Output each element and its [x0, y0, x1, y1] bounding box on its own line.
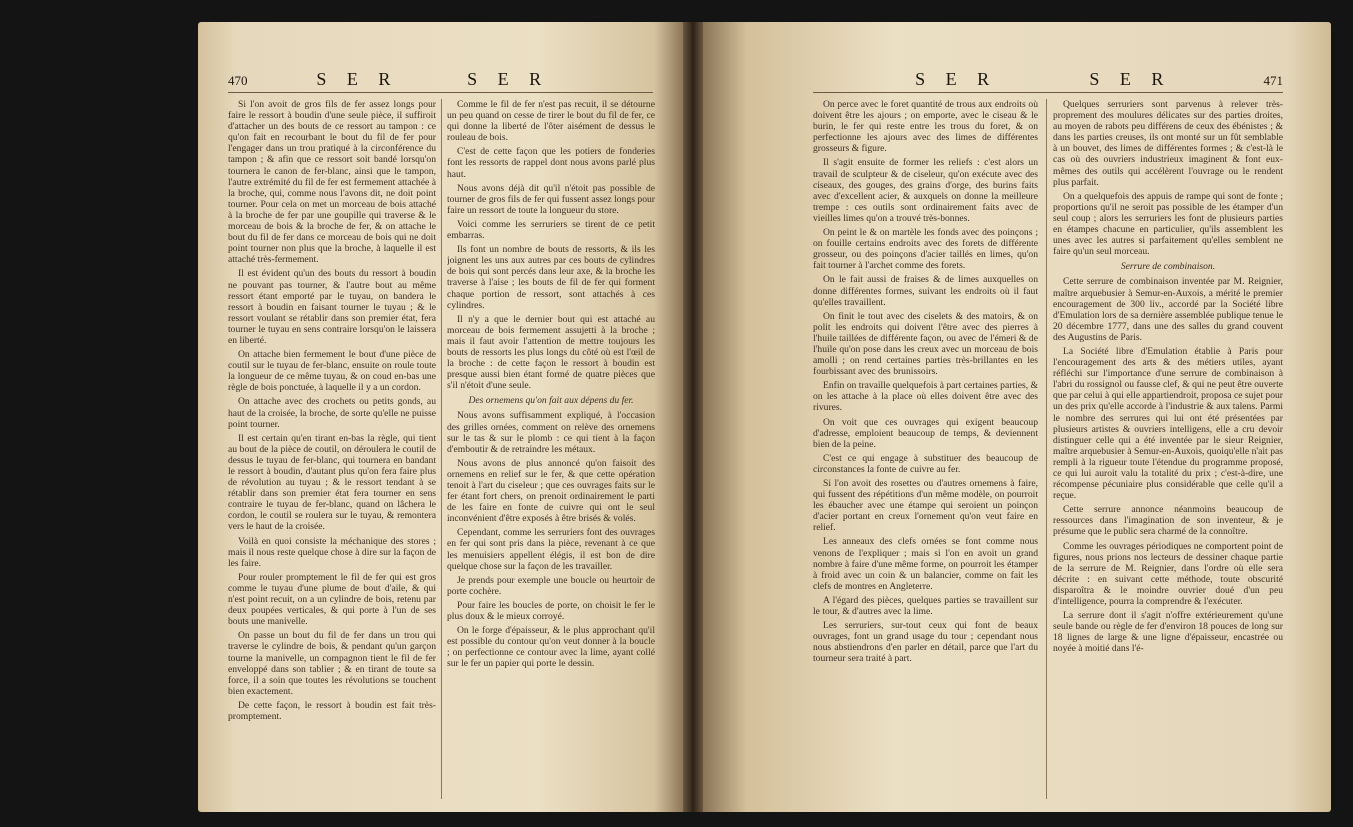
paragraph: C'est de cette façon que les potiers de fonderies font les ressorts de rappel dont nous avons parlé plus haut.	[447, 146, 655, 180]
paragraph: Quelques serruriers sont parvenus à relever très-proprement des moulures délicates sur des parties droites, au moyen de rabots peu différens de ceux des ébénistes ; & dans les parties creuses, ils ont monté sur un fût semblable à un bouvet, des limes de différentes formes ; & c'est-là le cas où des ouvriers industrieux imaginent & font eux-mêmes des outils qui accélèrent l'ouvrage ou le rendent plus parfait.	[1053, 99, 1283, 188]
left-head-rule	[228, 92, 653, 93]
book-gutter	[683, 22, 703, 812]
paragraph: Nous avons suffisamment expliqué, à l'occasion des grilles ornées, comment on relève des ornemens sur le tas & sur le plomb : ce qui tient à la façon d'emboutir & de retraindre les métaux.	[447, 410, 655, 455]
paragraph: Ils font un nombre de bouts de ressorts, & ils les joignent les uns aux autres par ces bouts de cylindres de bois qui sont percés dans leur axe, & la broche les traverse à l'aise ; les bouts de fil de fer qui forment chaque portion de ressort, sont attachés à ces cylindres.	[447, 244, 655, 311]
paragraph: On passe un bout du fil de fer dans un trou qui traverse le cylindre de bois, & pendant qu'un garçon tourne la manivelle, un compagnon tient le fil de fer enveloppé dans son tablier ; & en tirant de toute sa force, il a soin que toutes les révolutions se touchent bien exactement.	[228, 630, 436, 697]
section-heading: Serrure de combinaison.	[1120, 261, 1216, 273]
paragraph: Comme le fil de fer n'est pas recuit, il se détourne un peu quand on cesse de tirer le bout du fil de fer, ce qui donne la liberté de l'ôter aisément de dessus le rouleau de bois.	[447, 99, 655, 144]
left-head-title-2: S E R	[467, 69, 550, 89]
right-column-1	[813, 99, 1038, 804]
right-head-title-2: S E R	[1089, 69, 1172, 89]
paragraph: La serrure dont il s'agit n'offre extérieurement qu'une seule bande ou règle de fer d'environ 18 pouces de long sur 18 lignes de large & une ligne d'épaisseur, encastrée ou noyée à moitié dans l'é-	[1053, 610, 1283, 655]
right-head-rule	[813, 92, 1283, 93]
paragraph: Si l'on avoit des rosettes ou d'autres ornemens à faire, qui fussent des répétitions d'un même modèle, on pourroit les ébaucher avec une étampe qui seroient un poinçon d'acier portant en creux l'ornement qu'on veut faire en relief.	[813, 478, 1038, 534]
right-page-number: 471	[1263, 73, 1283, 88]
right-column-2	[1053, 99, 1283, 804]
paragraph: A l'égard des pièces, quelques parties se travaillent sur le tour, & d'autres avec la lime.	[813, 594, 1038, 618]
paragraph: Cette serrure annonce néanmoins beaucoup de ressources dans l'imagination de son inventeur, & je présume que le public sera charmé de la connoître.	[1053, 504, 1283, 538]
paragraph: Pour rouler promptement le fil de fer qui est gros comme le tuyau d'une plume de bout d'aile, & qui n'est point recuit, on a un cylindre de bois, retenu par deux poupées verticales, & qui porte à l'un de ses bouts une manivelle.	[228, 571, 436, 628]
paragraph: On perce avec le foret quantité de trous aux endroits où doivent être les ajours ; on emporte, avec le ciseau & le burin, le fer qui reste entre les trous du foret, & on perfectionne les ajours avec des limes de différentes grosseurs & figure.	[813, 99, 1038, 155]
left-column-1	[228, 99, 436, 804]
paragraph: Il n'y a que le dernier bout qui est attaché au morceau de bois fermement assujetti à la broche ; mais il faut avoir l'attention de mettre toujours les bouts de ressorts les plus longs du côté où est l'œil de la broche : de cette façon le ressort à boudin est presque aussi bien étant formé de quatre pièces que s'il n'étoit d'une seule.	[447, 313, 655, 392]
paragraph: On peint le & on martèle les fonds avec des poinçons ; on fouille certains endroits avec des forets de différente grosseur, ou des poinçons d'acier taillés en limes, qu'on fait tourner à l'archet comme des forets.	[813, 227, 1038, 272]
left-column-2	[447, 99, 655, 804]
paragraph: On attache avec des crochets ou petits gonds, au haut de la croisée, la broche, de sorte qu'elle ne puisse point tourner.	[228, 396, 436, 430]
right-column-divider	[1046, 99, 1047, 799]
paragraph: La Société libre d'Emulation établie à Paris pour l'encouragement des arts & des métiers utiles, ayant réfléchi sur l'importance d'une serrure de combinaison à l'abri du rossignol ou fausse clef, & qui ne peut être ouverte que par celui à qui elle appartiendroit, proposa ce sujet pour un des prix qu'elle accorde à l'industrie & aux talens. Parmi le nombre des serrures qui lui ont été présentées par plusieurs artistes & ouvriers intelligens, elle a cru devoir distinguer celle qui a été inventée par le sieur Reignier, maître arquebusier à Semur-en-Auxois, quoiqu'elle n'ait pas rempli à la rigueur toute l'étendue du programme proposé, ce qui lui auroit valu la totalité du prix ; c'est-à-dire, une récompense pécuniaire plus considérable que celle qu'il a reçue.	[1053, 345, 1283, 502]
left-page-number: 470	[228, 73, 248, 88]
paragraph: Il est évident qu'un des bouts du ressort à boudin ne pouvant pas tourner, & l'autre bout au même ressort étant emporté par le tuyau, on bandera le ressort à boudin en faisant tourner le tuyau ; & le ressort voulant se rétablir dans son premier état, fera tourner le tuyau en sens contraire lorsqu'on le laissera en liberté.	[228, 268, 436, 346]
left-running-head	[228, 69, 648, 89]
paragraph: Voici comme les serruriers se tirent de ce petit embarras.	[447, 218, 655, 242]
paragraph: C'est ce qui engage à substituer des beaucoup de circonstances la fonte de cuivre au fer.	[813, 452, 1038, 475]
left-column-divider	[441, 99, 442, 799]
paragraph: On le forge d'épaisseur, & le plus approchant qu'il est possible du contour qu'on veut donner à la boucle ; on perfectionne ce contour avec la lime, ayant collé sur le fer un papier qui porte le dessin.	[447, 625, 655, 670]
left-page	[198, 22, 683, 812]
right-page	[703, 22, 1331, 812]
paragraph: Nous avons de plus annoncé qu'on faisoit des ornemens en relief sur le fer, & que cette opération tenoit à l'art du ciseleur ; que ces ouvrages faits sur le fer étant fort chers, on prenoit ordinairement le parti de les faire en fonte de cuivre qui ont le seul inconvénient d'être exposés à être brisés & volés.	[447, 457, 655, 525]
paragraph: Si l'on avoit de gros fils de fer assez longs pour faire le ressort à boudin d'une seule pièce, il suffiroit d'attacher un des bouts de ce ressort au tampon : ce qu'on fait en recourbant le bout du fil de fer pour l'engager dans un trou pratiqué à la circonférence du tampon ; & afin que ce ressort soit bandé lorsqu'on tournera le canon de fer-blanc, ainsi que le tampon, l'autre extrémité du fil de fer est fermement attachée à la broche, qui, comme nous l'avons dit, ne doit point tourner. Pour cela on met un morceau de bois attaché à la broche de fer par une goupille qui traverse & le morceau de bois & la broche de fer, & on attache le bout du fil de fer dans ce morceau de bois qui ne doit point tourner non plus que la broche, à laquelle il est attaché très-fermement.	[228, 99, 436, 266]
book-spread	[198, 22, 1333, 812]
paragraph: Il est certain qu'en tirant en-bas la règle, qui tient au bout de la pièce de coutil, on déroulera le coutil de dessus le tuyau de fer-blanc, qui tournera en bandant le ressort à boudin, d'autant plus qu'on fera faire plus de révolution au tuyau ; & le ressort tendant à se rétablir dans son premier état fera tourner en sens contraire le tuyau de fer-blanc, quand on lâchera le cordon, le coutil se roulera sur le tuyau, & remontera vers le haut de la croisée.	[228, 432, 436, 533]
paragraph: Les anneaux des clefs ornées se font comme nous venons de l'expliquer ; mais si l'on en avoit un grand nombre à faire d'une même forme, on pourroit les étamper à froid avec un coin & un balancier, comme on fait les clefs de montres en Angleterre.	[813, 536, 1038, 592]
paragraph: Pour faire les boucles de porte, on choisit le fer le plus doux & le mieux corroyé.	[447, 599, 655, 623]
paragraph: Cette serrure de combinaison inventée par M. Reignier, maître arquebusier à Semur-en-Auxois, a mérité le premier encouragement de 300 liv., accordé par la Société libre d'Emulation lors de sa dernière assemblée publique tenue le 20 décembre 1777, dans une des salles du grand couvent des Augustins de Paris.	[1053, 276, 1283, 343]
paragraph: Les serruriers, sur-tout ceux qui font de beaux ouvrages, font un grand usage du tour ; cependant nous nous abstiendrons d'en parler en détail, parce que l'art du tourneur sera traité à part.	[813, 620, 1038, 665]
paragraph: Nous avons déjà dit qu'il n'étoit pas possible de tourner de gros fils de fer qui fussent assez longs pour faire un ressort de toute la longueur du store.	[447, 182, 655, 216]
left-head-title-1: S E R	[316, 69, 399, 89]
paragraph: De cette façon, le ressort à boudin est fait très-promptement.	[228, 699, 436, 722]
paragraph: Comme les ouvrages périodiques ne comportent point de figures, nous prions nos lecteurs de dessiner chaque partie de la serrure de M. Reignier, dans l'ordre où elle sera décrite : en suivant cette méthode, toute obscurité disparoîtra & le moindre ouvrier doué d'un peu d'intelligence, pourra la comprendre & l'exécuter.	[1053, 540, 1283, 608]
paragraph: Voilà en quoi consiste la méchanique des stores ; mais il nous reste quelque chose à dire sur la façon de les faire.	[228, 535, 436, 569]
paragraph: Il s'agit ensuite de former les reliefs : c'est alors un travail de sculpteur & de ciseleur, qu'on exécute avec des ciseaux, des gouges, des grains d'orge, des burins faits avec d'excellent acier, & auxquels on donne la meilleure trempe : ces outils sont ordinairement faits avec de vieilles limes qu'on a trouvé très-bonnes.	[813, 157, 1038, 224]
paragraph: On finit le tout avec des ciselets & des matoirs, & on polit les endroits qui doivent l'être avec des pierres à l'huile taillées de différente façon, ou avec de l'émeri & de l'huile qu'on pose dans les creux avec un morceau de bois amolli ; on rend certaines parties très-brillantes en les fourbissant avec des brunissoirs.	[813, 310, 1038, 378]
paragraph: Enfin on travaille quelquefois à part certaines parties, & on les attache à la place où elles doivent être avec des rivures.	[813, 380, 1038, 414]
paragraph: Cependant, comme les serruriers font des ouvrages en fer qui sont pris dans la pièce, revenant à ce que les menuisiers appellent élégis, il est bon de dire quelque chose sur la façon de les travailler.	[447, 527, 655, 572]
paragraph: On a quelquefois des appuis de rampe qui sont de fonte ; proportions qu'il ne seroit pas possible de les étamper d'un seul coup ; alors les serruriers les font de plusieurs parties en étampes chacune en particulier, qu'ils assemblent les unes avec les autres si parfaitement qu'elles semblent ne faire qu'un seul morceau.	[1053, 190, 1283, 258]
paragraph: On attache bien fermement le bout d'une pièce de coutil sur le tuyau de fer-blanc, ensuite on roule toute la longueur de ce même tuyau, & on coud en-bas une règle de bois ponctuée, à laquelle il y a un cordon.	[228, 349, 436, 394]
paragraph: Je prends pour exemple une boucle ou heurtoir de porte cochère.	[447, 574, 655, 597]
right-head-title-1: S E R	[915, 69, 998, 89]
paragraph: On le fait aussi de fraises & de limes auxquelles on donne différentes formes, suivant les endroits où il faut qu'elles travaillent.	[813, 274, 1038, 308]
right-running-head	[813, 69, 1283, 89]
paragraph: On voit que ces ouvrages qui exigent beaucoup d'adresse, emploient beaucoup de temps, & deviennent bien de la peine.	[813, 416, 1038, 450]
section-heading: Des ornemens qu'on fait aux dépens du fer.	[468, 395, 634, 407]
